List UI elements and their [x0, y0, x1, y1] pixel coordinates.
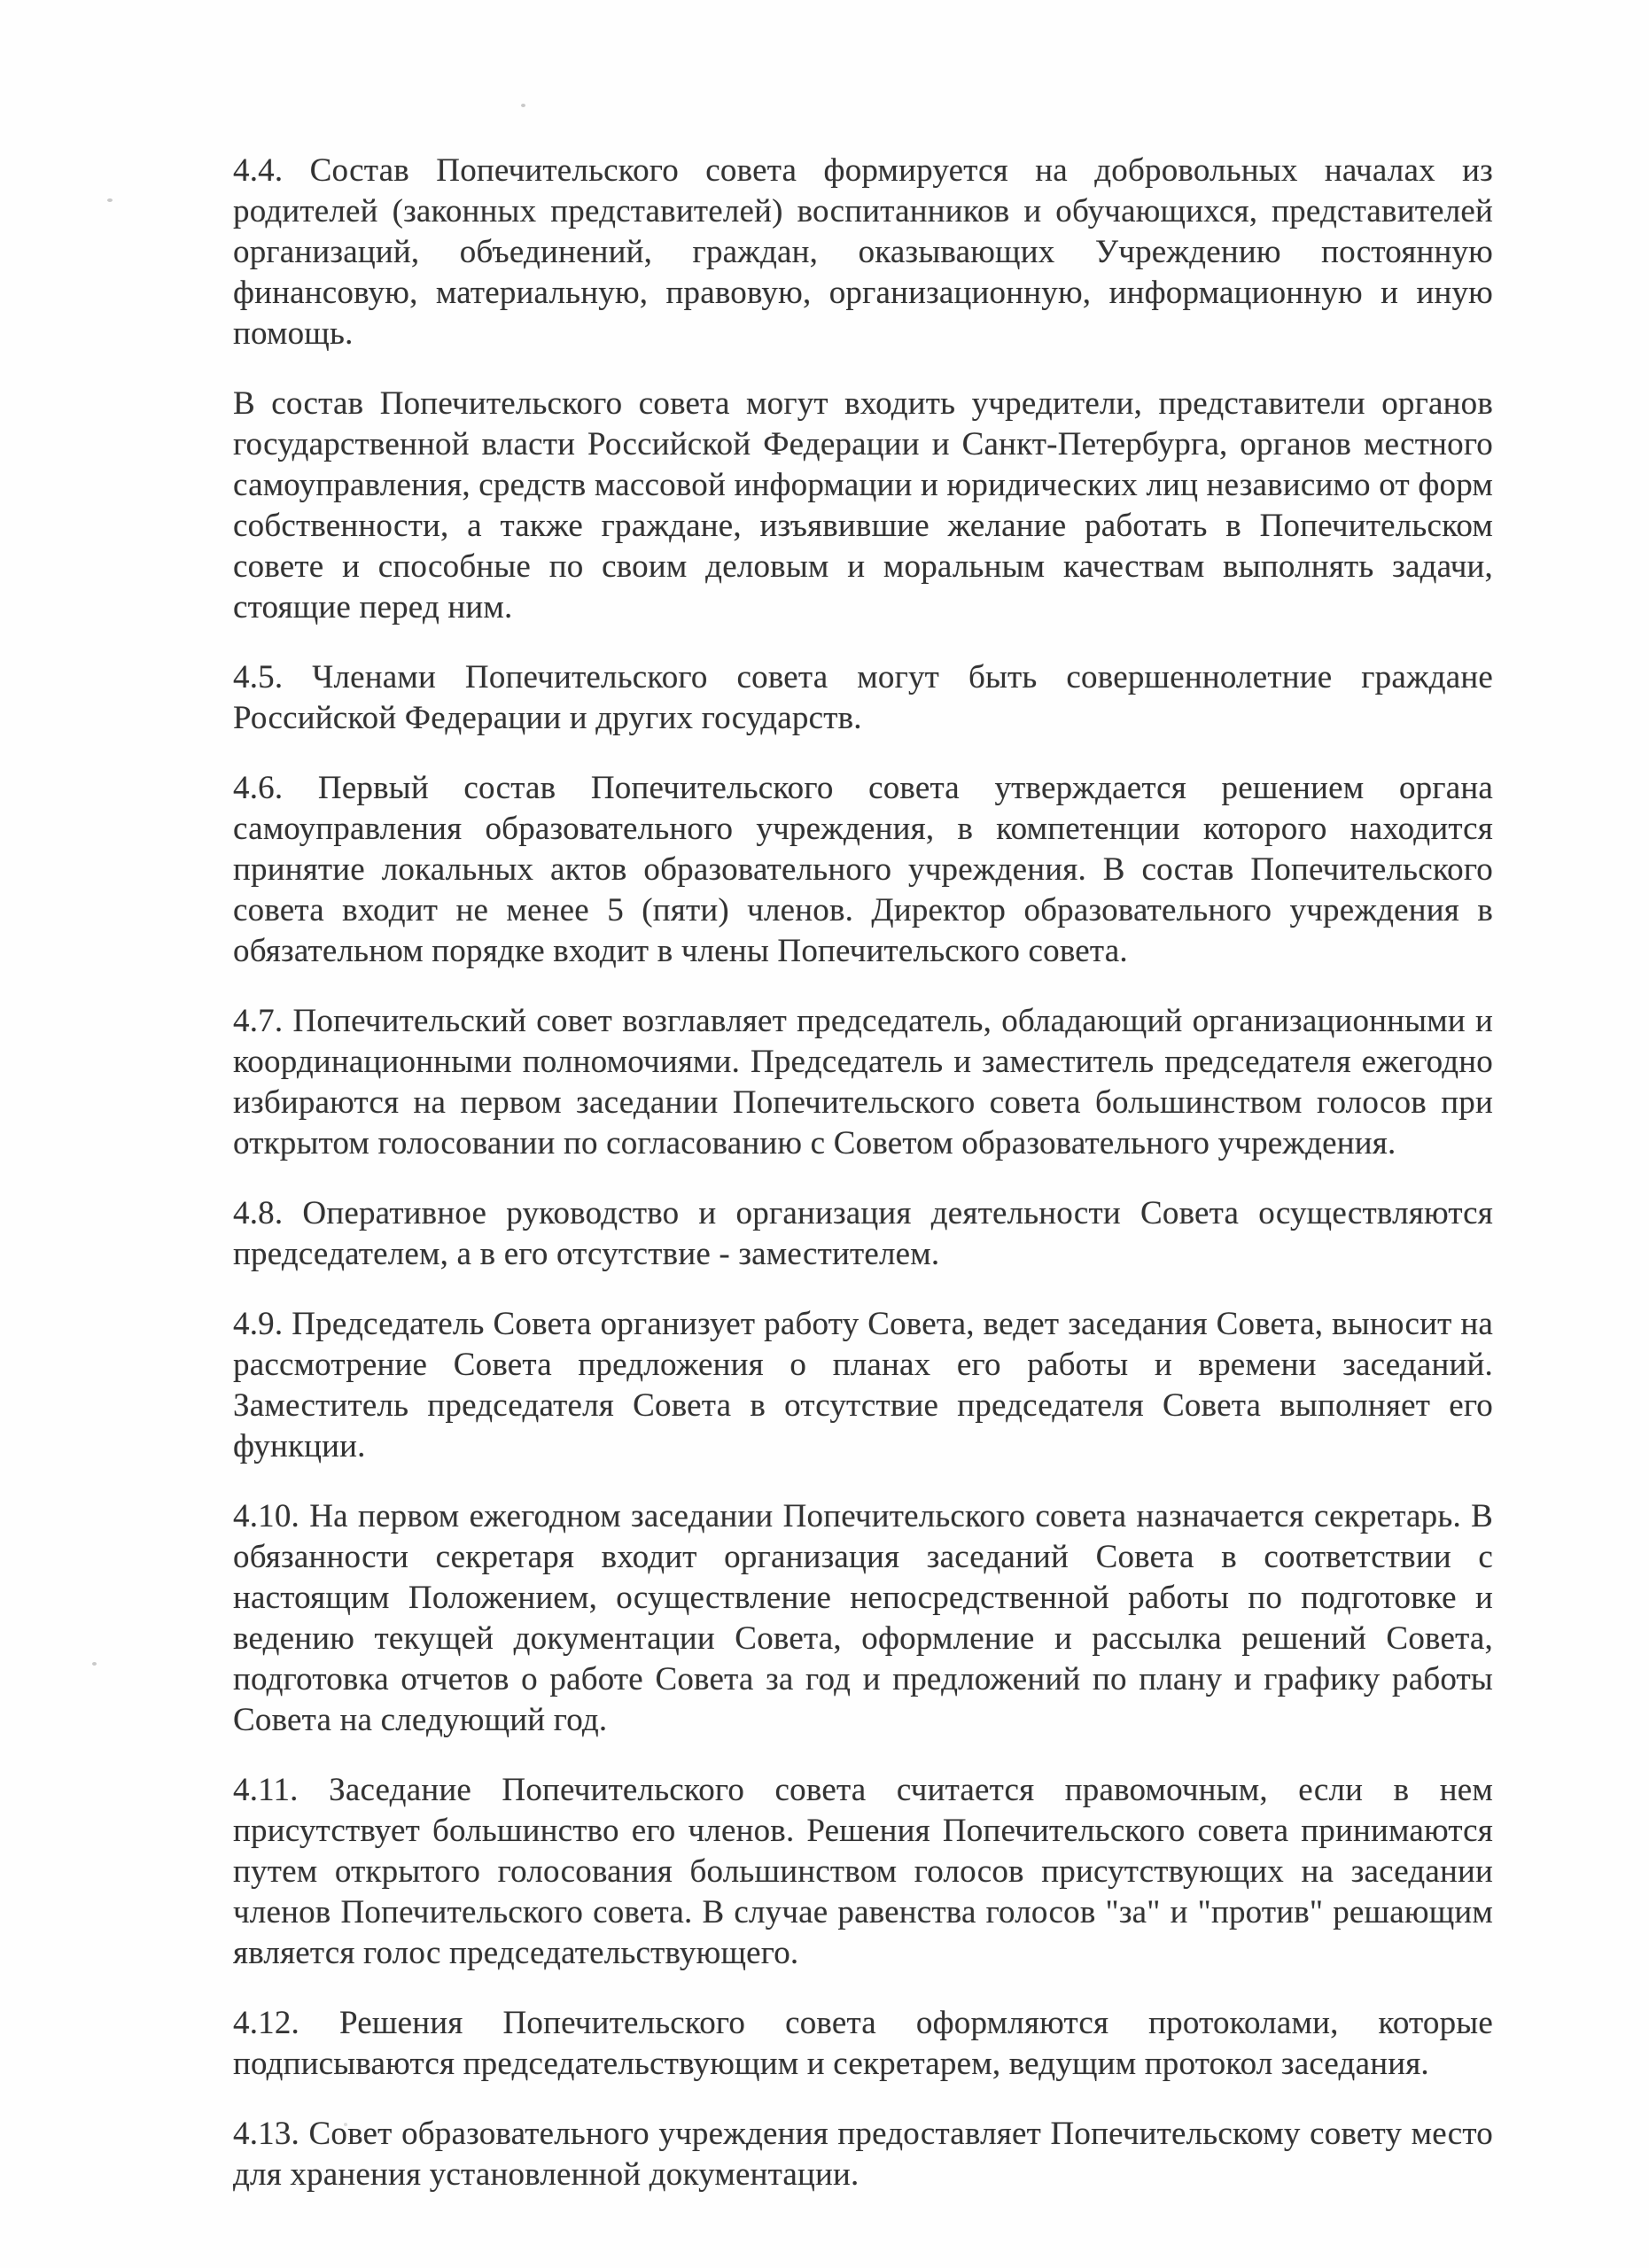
- paragraph-4-13: 4.13. Совет образовательного учреждения предоставляет Попечительскому совету место для хранения установленной документации.: [233, 2116, 1493, 2193]
- scan-speck: [344, 2123, 347, 2126]
- paragraph-4-9: 4.9. Председатель Совета организует работу Совета, ведет заседания Совета, выносит на рассмотрение Совета предложения о планах его работы и времени заседаний. Заместитель председателя Совета в отсутствие председателя Совета выполняет его функции.: [233, 1306, 1493, 1464]
- paragraph-4-12: 4.12. Решения Попечительского совета оформляются протоколами, которые подписываются председательствующим и секретарем, ведущим протокол заседания.: [233, 2005, 1493, 2082]
- scan-speck: [521, 104, 525, 107]
- paragraph-4-10: 4.10. На первом ежегодном заседании Попечительского совета назначается секретарь. В обязанности секретаря входит организация заседаний Совета в соответствии с настоящим Положением, осуществление непосредственной работы по подготовке и ведению текущей документации Совета, оформление и рассылка решений Совета, подготовка отчетов о работе Совета за год и предложений по плану и графику работы Совета на следующий год.: [233, 1498, 1493, 1738]
- document-body: [233, 151, 1493, 2195]
- paragraph-4-8: 4.8. Оперативное руководство и организация деятельности Совета осуществляются председателем, а в его отсутствие - заместителем.: [233, 1195, 1493, 1272]
- scan-speck: [107, 198, 113, 202]
- paragraph-4-4-continuation: В состав Попечительского совета могут входить учредители, представители органов государственной власти Российской Федерации и Санкт-Петербурга, органов местного самоуправления, средств массовой информации и юридических лиц независимо от форм собственности, а также граждане, изъявившие желание работать в Попечительском совете и способные по своим деловым и моральным качествам выполнять задачи, стоящие перед ним.: [233, 385, 1493, 625]
- paragraph-4-11: 4.11. Заседание Попечительского совета считается правомочным, если в нем присутствует большинство его членов. Решения Попечительского совета принимаются путем открытого голосования большинством голосов присутствующих на заседании членов Попечительского совета. В случае равенства голосов "за" и "против" решающим является голос председательствующего.: [233, 1772, 1493, 1971]
- paragraph-4-4: 4.4. Состав Попечительского совета формируется на добровольных началах из родителей (законных представителей) воспитанников и обучающихся, представителей организаций, объединений, граждан, оказывающих Учреждению постоянную финансовую, материальную, правовую, организационную, информационную и иную помощь.: [233, 152, 1493, 352]
- scan-speck: [92, 1662, 97, 1666]
- paragraph-4-6: 4.6. Первый состав Попечительского совета утверждается решением органа самоуправления образовательного учреждения, в компетенции которого находится принятие локальных актов образовательного учреждения. В состав Попечительского совета входит не менее 5 (пяти) членов. Директор образовательного учреждения в обязательном порядке входит в члены Попечительского совета.: [233, 770, 1493, 969]
- paragraph-4-7: 4.7. Попечительский совет возглавляет председатель, обладающий организационными и координационными полномочиями. Председатель и заместитель председателя ежегодно избираются на первом заседании Попечительского совета большинством голосов при открытом голосовании по согласованию с Советом образовательного учреждения.: [233, 1003, 1493, 1161]
- paragraph-4-5: 4.5. Членами Попечительского совета могут быть совершеннолетние граждане Российской Федерации и других государств.: [233, 659, 1493, 736]
